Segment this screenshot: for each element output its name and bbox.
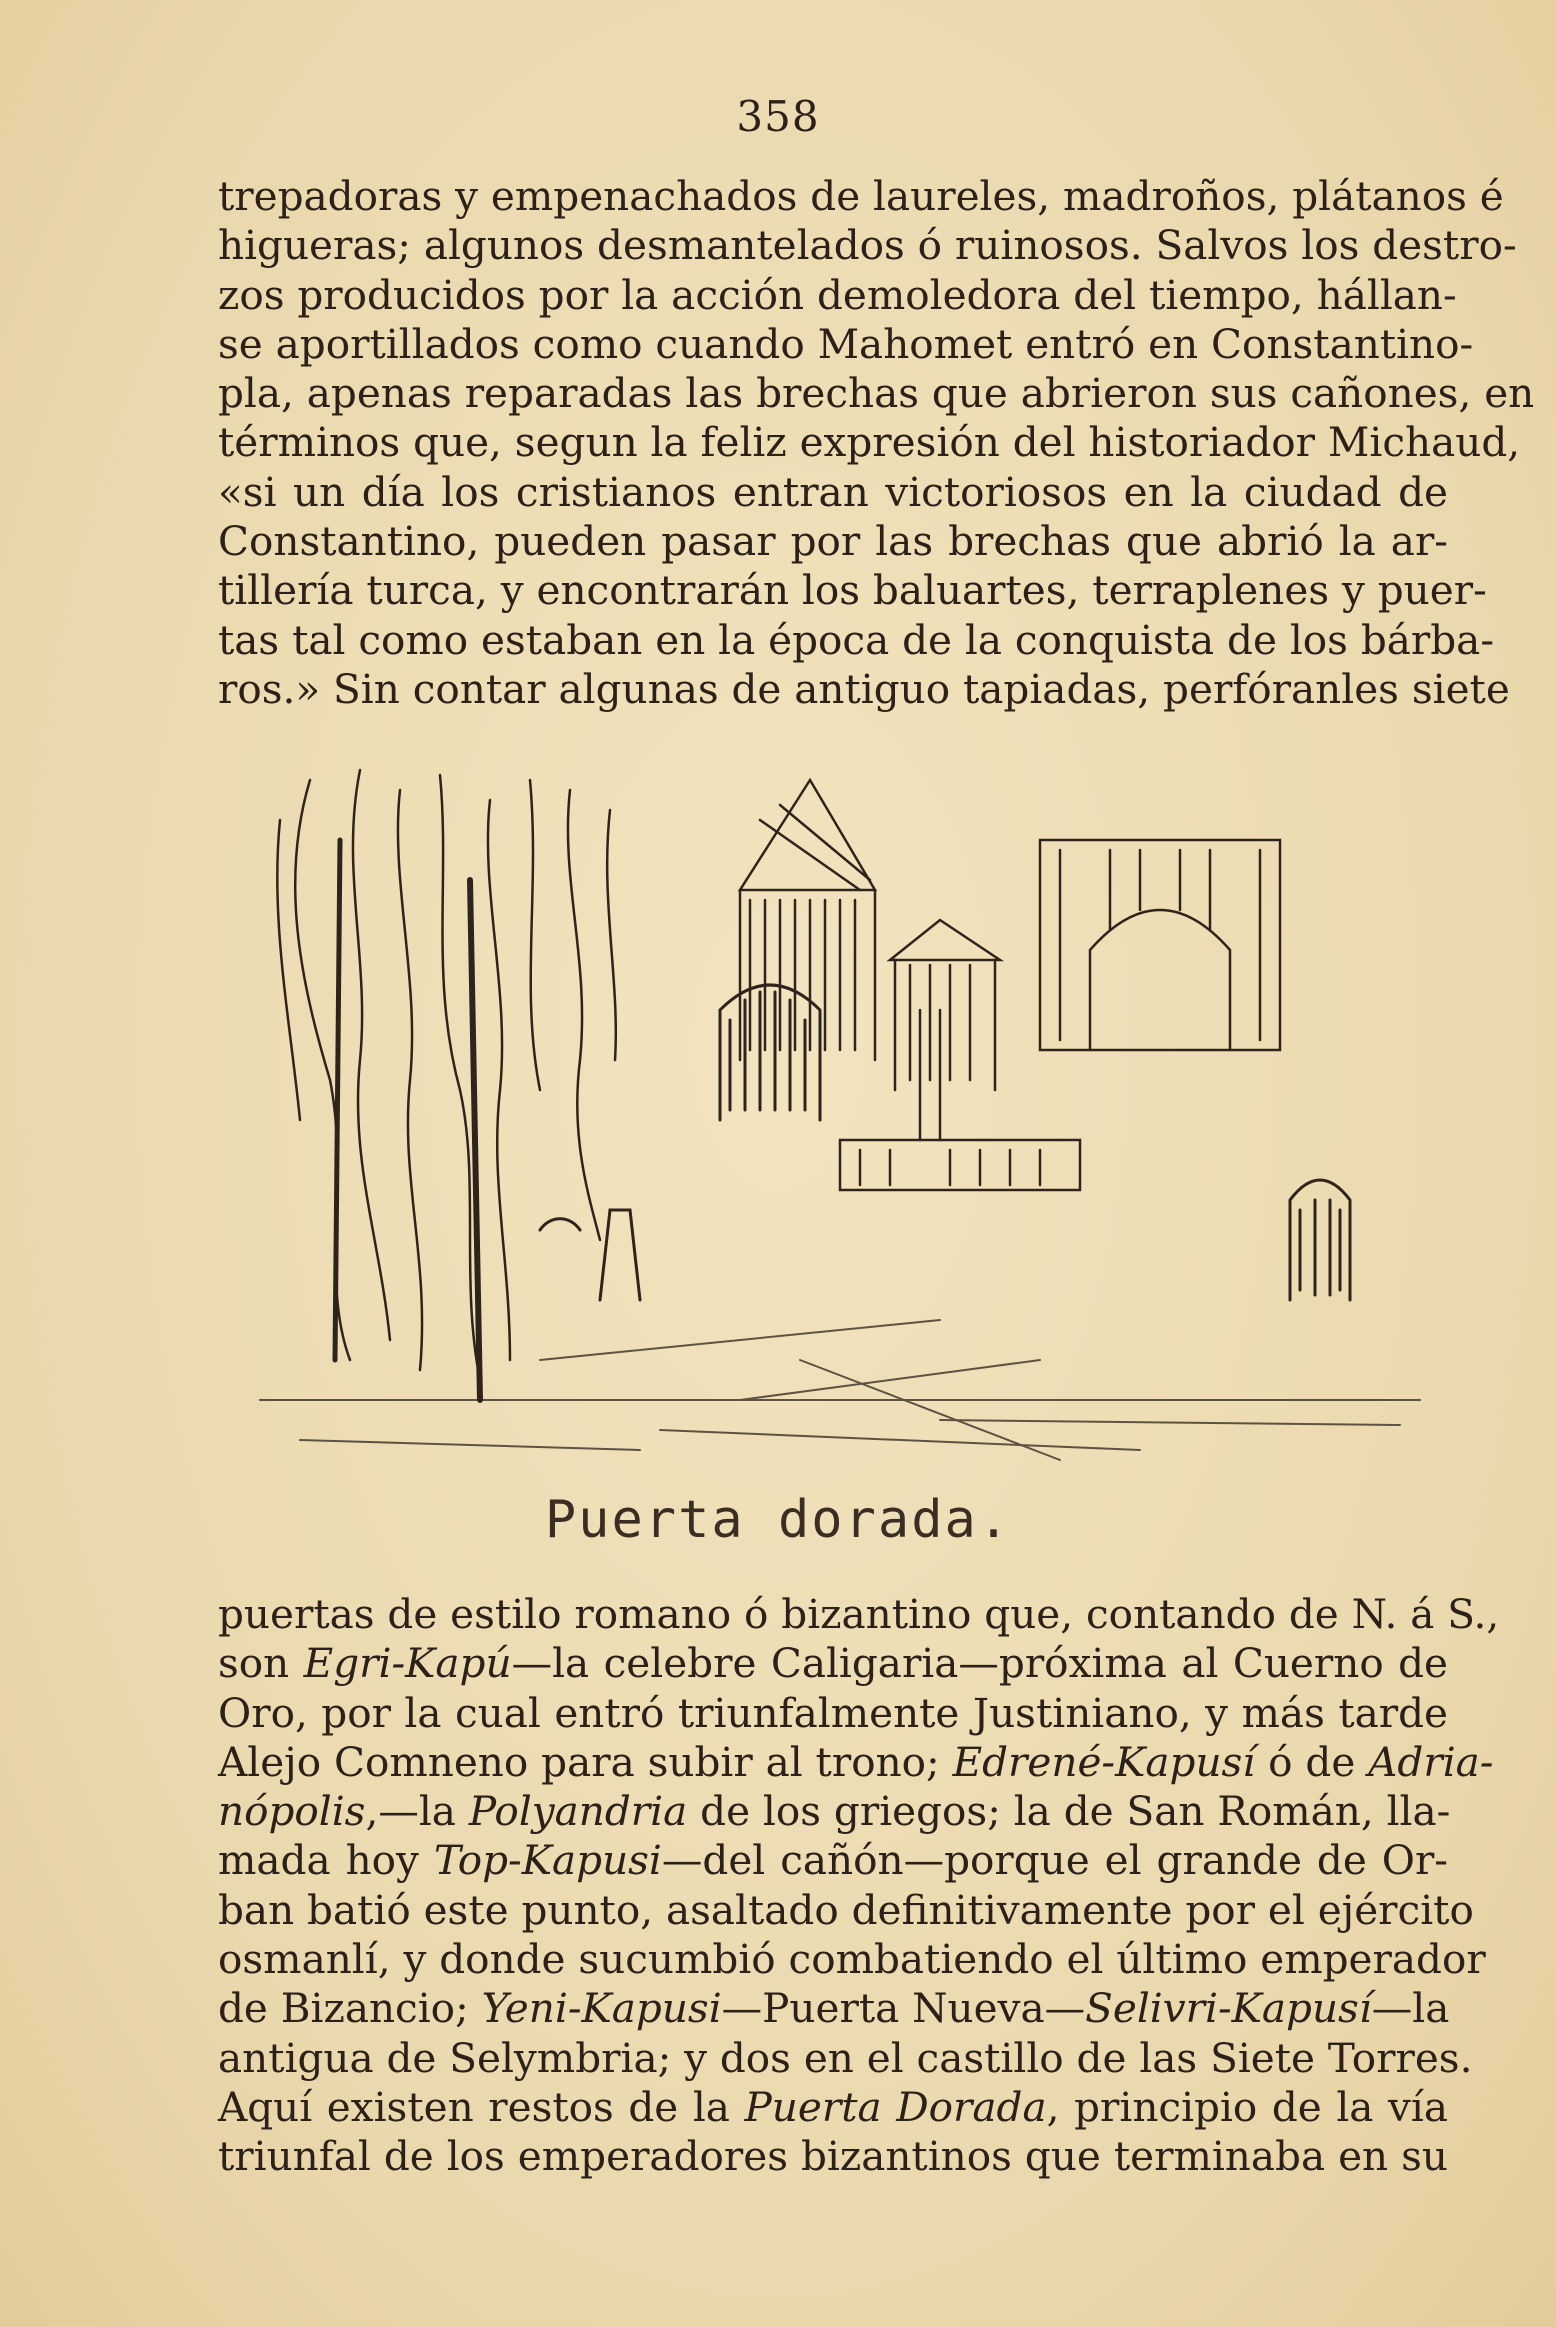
text-line: mada hoy Top-Kapusi—del cañón—porque el grande de Or- — [218, 1836, 1448, 1885]
text-line: tillería turca, y encontrarán los baluartes, terraplenes y puer- — [218, 566, 1487, 615]
paragraph-bottom — [218, 1590, 1500, 2182]
text-line: triunfal de los emperadores bizantinos que terminaba en su — [218, 2132, 1448, 2181]
text-line: osmanlí, y donde sucumbió combatiendo el último emperador — [218, 1935, 1486, 1984]
text-line: se aportillados como cuando Mahomet entró en Constantino- — [218, 319, 1474, 368]
gate-engraving — [240, 760, 1440, 1470]
text-line: tas tal como estaban en la época de la conquista de los bárba- — [218, 615, 1495, 664]
illustration-caption: Puerta dorada. — [544, 1490, 1012, 1550]
text-line: Alejo Comneno para subir al trono; Edrené-Kapusí ó de Adria- — [218, 1737, 1494, 1786]
text-line: de Bizancio; Yeni-Kapusi—Puerta Nueva—Selivri-Kapusí—la — [218, 1984, 1450, 2033]
text-line: Oro, por la cual entró triunfalmente Justiniano, y más tarde — [218, 1688, 1448, 1737]
dark-archway — [720, 985, 820, 1120]
text-line: nópolis,—la Polyandria de los griegos; la de San Román, lla- — [218, 1787, 1451, 1836]
text-line: higueras; algunos desmantelados ó ruinosos. Salvos los destro- — [218, 221, 1517, 270]
arch-building — [1040, 840, 1280, 1050]
text-line: pla, apenas reparadas las brechas que abrieron sus cañones, en — [218, 369, 1535, 418]
paragraph-top — [218, 172, 1535, 714]
text-line: puertas de estilo romano ó bizantino que, contando de N. á S., — [218, 1590, 1500, 1638]
text-line: ban batió este punto, asaltado definitivamente por el ejército — [218, 1885, 1474, 1934]
text-line: antigua de Selymbria; y dos en el castillo de las Siete Torres. — [218, 2033, 1473, 2082]
ground-hatching — [260, 1320, 1420, 1460]
text-line: ros.» Sin contar algunas de antiguo tapiadas, perfóranles siete — [218, 664, 1510, 713]
small-tower — [890, 920, 1000, 1090]
text-line: Aquí existen restos de la Puerta Dorada, principio de la vía — [218, 2082, 1449, 2131]
gravestones — [540, 1180, 1350, 1300]
tree-foliage — [277, 770, 616, 1400]
text-line: trepadoras y empenachados de laureles, madroños, plátanos é — [218, 172, 1504, 220]
text-line: son Egri-Kapú—la celebre Caligaria—próxima al Cuerno de — [218, 1639, 1449, 1688]
text-line: «si un día los cristianos entran victoriosos en la ciudad de — [218, 467, 1448, 516]
page-number: 358 — [736, 92, 820, 141]
text-line: zos producidos por la acción demoledora del tiempo, hállan- — [218, 270, 1457, 319]
text-line: Constantino, pueden pasar por las brechas que abrió la ar- — [218, 517, 1448, 566]
text-line: términos que, segun la feliz expresión del historiador Michaud, — [218, 418, 1521, 467]
